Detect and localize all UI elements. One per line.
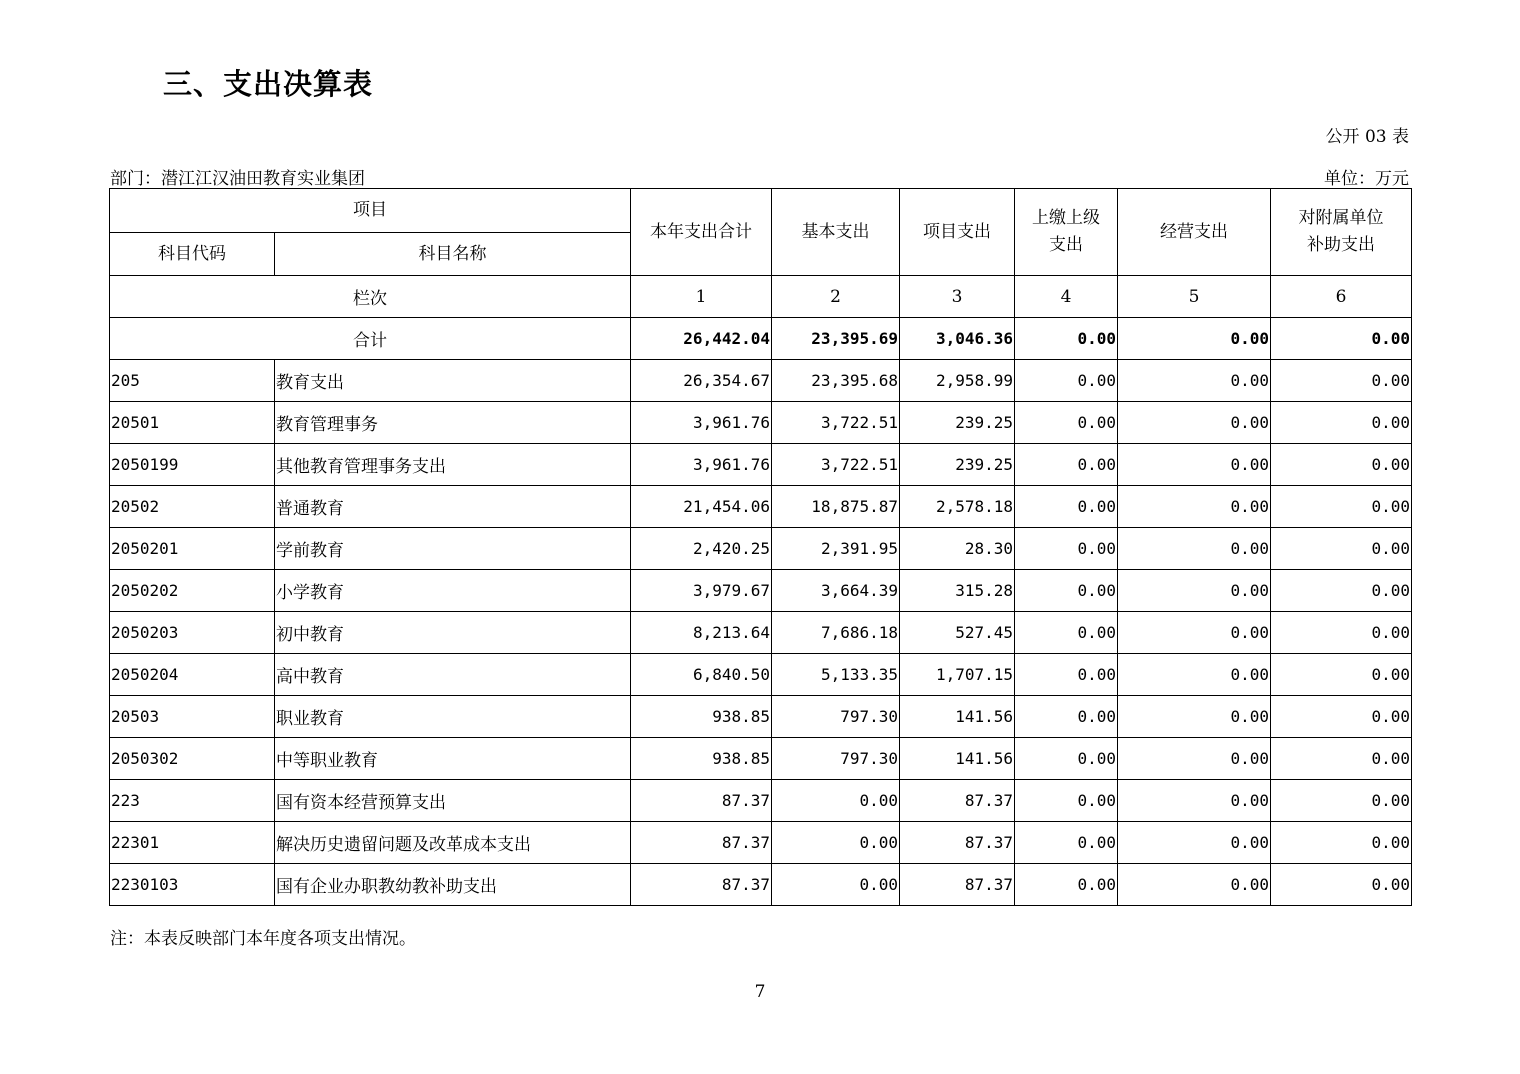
- table-row: [110, 696, 1412, 738]
- value-cell: 87.37: [900, 780, 1015, 822]
- subject-code: 205: [110, 360, 275, 402]
- value-cell: 0.00: [1015, 528, 1118, 570]
- subject-code: 2050201: [110, 528, 275, 570]
- value-cell: 0.00: [1271, 402, 1412, 444]
- subject-code: 2050199: [110, 444, 275, 486]
- value-cell: 2,578.18: [900, 486, 1015, 528]
- subject-code: 20502: [110, 486, 275, 528]
- subject-code: 2050203: [110, 612, 275, 654]
- table-row: [110, 654, 1412, 696]
- value-cell: 797.30: [772, 696, 900, 738]
- value-cell: 18,875.87: [772, 486, 900, 528]
- table-row: [110, 402, 1412, 444]
- value-cell: 239.25: [900, 402, 1015, 444]
- value-cell: 0.00: [1118, 738, 1271, 780]
- value-cell: 0.00: [1118, 612, 1271, 654]
- value-cell: 6,840.50: [631, 654, 772, 696]
- value-cell: 0.00: [1118, 780, 1271, 822]
- column-index-cell: 1: [631, 276, 772, 318]
- total-value: 0.00: [1015, 318, 1118, 360]
- column-index-cell: 2: [772, 276, 900, 318]
- header-subsidy-line1: 对附属单位: [1298, 208, 1384, 228]
- value-cell: 2,391.95: [772, 528, 900, 570]
- table-row: [110, 612, 1412, 654]
- subject-code: 2050204: [110, 654, 275, 696]
- value-cell: 0.00: [1271, 738, 1412, 780]
- table-row: [110, 360, 1412, 402]
- value-cell: 527.45: [900, 612, 1015, 654]
- column-index-row: [110, 276, 1412, 318]
- table-row: [110, 528, 1412, 570]
- expenditure-table: [109, 188, 1412, 906]
- table-row: [110, 570, 1412, 612]
- total-value: 23,395.69: [772, 318, 900, 360]
- value-cell: 3,961.76: [631, 444, 772, 486]
- subject-name: 高中教育: [275, 654, 631, 696]
- value-cell: 23,395.68: [772, 360, 900, 402]
- subject-name: 其他教育管理事务支出: [275, 444, 631, 486]
- header-subsidy-line2: 补助支出: [1307, 235, 1375, 255]
- value-cell: 0.00: [1271, 360, 1412, 402]
- value-cell: 0.00: [1271, 822, 1412, 864]
- header-code: 科目代码: [110, 233, 275, 276]
- page-number: 7: [754, 982, 766, 1002]
- value-cell: 7,686.18: [772, 612, 900, 654]
- value-cell: 0.00: [1015, 612, 1118, 654]
- value-cell: 87.37: [631, 864, 772, 906]
- value-cell: 0.00: [1271, 780, 1412, 822]
- page-title: 三、支出决算表: [163, 67, 374, 101]
- value-cell: 26,354.67: [631, 360, 772, 402]
- value-cell: 21,454.06: [631, 486, 772, 528]
- subject-code: 22301: [110, 822, 275, 864]
- value-cell: 1,707.15: [900, 654, 1015, 696]
- total-value: 0.00: [1118, 318, 1271, 360]
- total-row: [110, 318, 1412, 360]
- header-item: 项目: [110, 189, 631, 233]
- subject-name: 普通教育: [275, 486, 631, 528]
- total-value: 0.00: [1271, 318, 1412, 360]
- value-cell: 0.00: [1118, 570, 1271, 612]
- value-cell: 0.00: [1118, 822, 1271, 864]
- value-cell: 0.00: [772, 780, 900, 822]
- subject-name: 中等职业教育: [275, 738, 631, 780]
- value-cell: 938.85: [631, 738, 772, 780]
- value-cell: 0.00: [1271, 654, 1412, 696]
- form-number: 公开 03 表: [1325, 127, 1409, 147]
- value-cell: 3,722.51: [772, 444, 900, 486]
- header-row-1: [110, 189, 1412, 233]
- value-cell: 87.37: [631, 822, 772, 864]
- table-row: [110, 822, 1412, 864]
- value-cell: 0.00: [1015, 360, 1118, 402]
- value-cell: 0.00: [1015, 696, 1118, 738]
- value-cell: 141.56: [900, 738, 1015, 780]
- subject-name: 解决历史遗留问题及改革成本支出: [275, 822, 631, 864]
- subject-name: 小学教育: [275, 570, 631, 612]
- value-cell: 0.00: [1015, 654, 1118, 696]
- value-cell: 0.00: [1118, 864, 1271, 906]
- value-cell: 2,958.99: [900, 360, 1015, 402]
- subject-code: 2050202: [110, 570, 275, 612]
- value-cell: 0.00: [1015, 444, 1118, 486]
- value-cell: 0.00: [1271, 864, 1412, 906]
- table-row: [110, 780, 1412, 822]
- subject-name: 国有企业办职教幼教补助支出: [275, 864, 631, 906]
- unit-label: 单位：万元: [1324, 169, 1409, 189]
- value-cell: 3,961.76: [631, 402, 772, 444]
- value-cell: 0.00: [772, 864, 900, 906]
- value-cell: 0.00: [1271, 528, 1412, 570]
- table-row: [110, 738, 1412, 780]
- column-index-cell: 4: [1015, 276, 1118, 318]
- header-business: 经营支出: [1118, 189, 1271, 276]
- header-remit-line1: 上缴上级: [1032, 208, 1100, 228]
- value-cell: 3,722.51: [772, 402, 900, 444]
- header-name: 科目名称: [275, 233, 631, 276]
- subject-code: 2050302: [110, 738, 275, 780]
- value-cell: 797.30: [772, 738, 900, 780]
- value-cell: 28.30: [900, 528, 1015, 570]
- value-cell: 0.00: [1118, 486, 1271, 528]
- header-remit: [1015, 189, 1118, 276]
- subject-name: 职业教育: [275, 696, 631, 738]
- value-cell: 0.00: [772, 822, 900, 864]
- value-cell: 2,420.25: [631, 528, 772, 570]
- value-cell: 141.56: [900, 696, 1015, 738]
- table-row: [110, 444, 1412, 486]
- table-row: [110, 864, 1412, 906]
- subject-code: 20503: [110, 696, 275, 738]
- header-subsidy: [1271, 189, 1412, 276]
- value-cell: 0.00: [1271, 444, 1412, 486]
- value-cell: 0.00: [1271, 696, 1412, 738]
- header-project: 项目支出: [900, 189, 1015, 276]
- department-label: 部门：潜江江汉油田教育实业集团: [110, 169, 365, 189]
- value-cell: 0.00: [1015, 402, 1118, 444]
- column-index-cell: 5: [1118, 276, 1271, 318]
- header-total: 本年支出合计: [631, 189, 772, 276]
- value-cell: 0.00: [1118, 654, 1271, 696]
- value-cell: 87.37: [631, 780, 772, 822]
- value-cell: 0.00: [1118, 360, 1271, 402]
- total-label: 合计: [110, 318, 631, 360]
- value-cell: 0.00: [1015, 822, 1118, 864]
- column-index-cell: 6: [1271, 276, 1412, 318]
- value-cell: 5,133.35: [772, 654, 900, 696]
- subject-code: 20501: [110, 402, 275, 444]
- subject-name: 国有资本经营预算支出: [275, 780, 631, 822]
- value-cell: 0.00: [1015, 570, 1118, 612]
- column-index-cell: 3: [900, 276, 1015, 318]
- header-basic: 基本支出: [772, 189, 900, 276]
- subject-name: 教育支出: [275, 360, 631, 402]
- value-cell: 315.28: [900, 570, 1015, 612]
- value-cell: 239.25: [900, 444, 1015, 486]
- value-cell: 3,979.67: [631, 570, 772, 612]
- value-cell: 87.37: [900, 822, 1015, 864]
- value-cell: 0.00: [1118, 402, 1271, 444]
- value-cell: 0.00: [1271, 486, 1412, 528]
- total-value: 3,046.36: [900, 318, 1015, 360]
- value-cell: 0.00: [1015, 780, 1118, 822]
- column-index-label: 栏次: [110, 276, 631, 318]
- value-cell: 3,664.39: [772, 570, 900, 612]
- value-cell: 8,213.64: [631, 612, 772, 654]
- value-cell: 0.00: [1118, 444, 1271, 486]
- subject-code: 2230103: [110, 864, 275, 906]
- value-cell: 0.00: [1118, 696, 1271, 738]
- subject-name: 初中教育: [275, 612, 631, 654]
- value-cell: 0.00: [1271, 570, 1412, 612]
- subject-name: 学前教育: [275, 528, 631, 570]
- value-cell: 0.00: [1271, 612, 1412, 654]
- subject-code: 223: [110, 780, 275, 822]
- value-cell: 87.37: [900, 864, 1015, 906]
- value-cell: 0.00: [1015, 864, 1118, 906]
- table-note: 注：本表反映部门本年度各项支出情况。: [110, 929, 416, 949]
- header-remit-line2: 支出: [1049, 235, 1083, 255]
- value-cell: 0.00: [1015, 738, 1118, 780]
- value-cell: 0.00: [1015, 486, 1118, 528]
- value-cell: 0.00: [1118, 528, 1271, 570]
- value-cell: 938.85: [631, 696, 772, 738]
- table-row: [110, 486, 1412, 528]
- total-value: 26,442.04: [631, 318, 772, 360]
- subject-name: 教育管理事务: [275, 402, 631, 444]
